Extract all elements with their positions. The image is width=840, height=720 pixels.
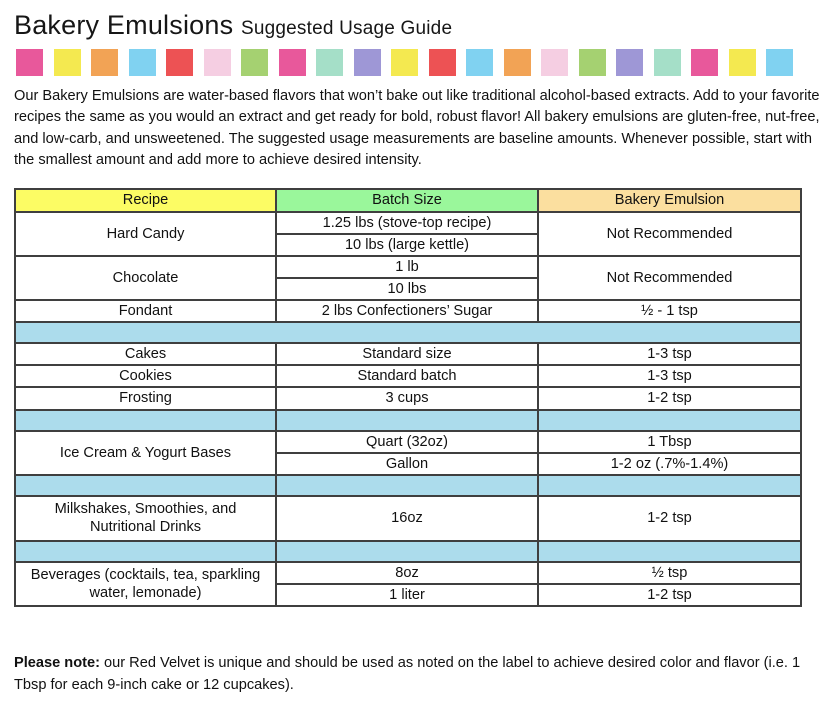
separator-row (15, 410, 801, 431)
title-sub: Suggested Usage Guide (240, 18, 453, 39)
usage-table (14, 188, 802, 607)
emulsion-hard-candy: Not Recommended (538, 212, 801, 256)
batch-hard-candy-1: 1.25 lbs (stove-top recipe) (276, 212, 538, 234)
batch-milkshakes: 16oz (276, 496, 538, 541)
emulsion-ice-cream-2: 1-2 oz (.7%-1.4%) (538, 453, 801, 475)
color-square (504, 49, 531, 76)
color-square (54, 49, 81, 76)
batch-chocolate-1: 1 lb (276, 256, 538, 278)
table-row (15, 431, 801, 453)
color-square (616, 49, 643, 76)
separator-row (15, 541, 801, 562)
recipe-frosting: Frosting (15, 387, 276, 410)
header-batch-size: Batch Size (276, 189, 538, 212)
table-row (15, 343, 801, 365)
emulsion-chocolate: Not Recommended (538, 256, 801, 300)
table-header-row (15, 189, 801, 212)
batch-beverages-1: 8oz (276, 562, 538, 584)
color-square (466, 49, 493, 76)
batch-beverages-2: 1 liter (276, 584, 538, 606)
color-strip (16, 49, 826, 76)
table-row (15, 387, 801, 410)
header-bakery-emulsion: Bakery Emulsion (538, 189, 801, 212)
recipe-milkshakes: Milkshakes, Smoothies, and Nutritional Drinks (15, 496, 276, 541)
emulsion-cookies: 1-3 tsp (538, 365, 801, 387)
batch-ice-cream-2: Gallon (276, 453, 538, 475)
separator-band (15, 322, 801, 343)
color-square (204, 49, 231, 76)
footnote-text: our Red Velvet is unique and should be used as noted on the label to achieve desired color and flavor (i.e. 1 Tbsp for each 9-inch cake or 12 cupcakes). (14, 654, 801, 693)
recipe-cakes: Cakes (15, 343, 276, 365)
separator-band (538, 475, 801, 496)
table-row (15, 300, 801, 322)
table-row (15, 212, 801, 234)
table-row (15, 562, 801, 584)
color-square (729, 49, 756, 76)
recipe-ice-cream: Ice Cream & Yogurt Bases (15, 431, 276, 475)
batch-chocolate-2: 10 lbs (276, 278, 538, 300)
color-square (429, 49, 456, 76)
color-square (691, 49, 718, 76)
table-row (15, 496, 801, 541)
separator-band (15, 410, 276, 431)
color-square (166, 49, 193, 76)
color-square (316, 49, 343, 76)
separator-band (538, 541, 801, 562)
separator-band (15, 475, 276, 496)
color-square (541, 49, 568, 76)
recipe-chocolate: Chocolate (15, 256, 276, 300)
separator-band (276, 410, 538, 431)
header-recipe: Recipe (15, 189, 276, 212)
separator-band (15, 541, 276, 562)
color-square (579, 49, 606, 76)
recipe-beverages: Beverages (cocktails, tea, sparkling water, lemonade) (15, 562, 276, 606)
separator-row (15, 475, 801, 496)
title-main: Bakery Emulsions (14, 10, 234, 40)
table-row (15, 256, 801, 278)
batch-ice-cream-1: Quart (32oz) (276, 431, 538, 453)
footnote (14, 653, 826, 697)
recipe-fondant: Fondant (15, 300, 276, 322)
color-square (91, 49, 118, 76)
separator-row (15, 322, 801, 343)
separator-band (276, 475, 538, 496)
table-row (15, 365, 801, 387)
emulsion-frosting: 1-2 tsp (538, 387, 801, 410)
batch-fondant: 2 lbs Confectioners’ Sugar (276, 300, 538, 322)
batch-cakes: Standard size (276, 343, 538, 365)
batch-hard-candy-2: 10 lbs (large kettle) (276, 234, 538, 256)
color-square (654, 49, 681, 76)
page-title (14, 10, 826, 41)
recipe-hard-candy: Hard Candy (15, 212, 276, 256)
emulsion-cakes: 1-3 tsp (538, 343, 801, 365)
intro-paragraph: Our Bakery Emulsions are water-based flavors that won’t bake out like traditional alcohol-based extracts. Add to your favorite recipes the same as you would an extract and get ready for bold, robust flavor! All bakery emulsions are gluten-free, nut-free, and low-carb, and unsweetened. The suggested usage measurements are baseline amounts. Whenever possible, start with the smallest amount and add more to achieve desired intensity. (14, 88, 820, 169)
color-square (354, 49, 381, 76)
emulsion-ice-cream-1: 1 Tbsp (538, 431, 801, 453)
color-square (766, 49, 793, 76)
color-square (16, 49, 43, 76)
emulsion-fondant: ½ - 1 tsp (538, 300, 801, 322)
emulsion-beverages-1: ½ tsp (538, 562, 801, 584)
color-square (391, 49, 418, 76)
color-square (241, 49, 268, 76)
emulsion-beverages-2: 1-2 tsp (538, 584, 801, 606)
separator-band (276, 541, 538, 562)
batch-cookies: Standard batch (276, 365, 538, 387)
color-square (129, 49, 156, 76)
color-square (279, 49, 306, 76)
emulsion-milkshakes: 1-2 tsp (538, 496, 801, 541)
batch-frosting: 3 cups (276, 387, 538, 410)
recipe-cookies: Cookies (15, 365, 276, 387)
separator-band (538, 410, 801, 431)
footnote-label: Please note: (14, 654, 100, 671)
